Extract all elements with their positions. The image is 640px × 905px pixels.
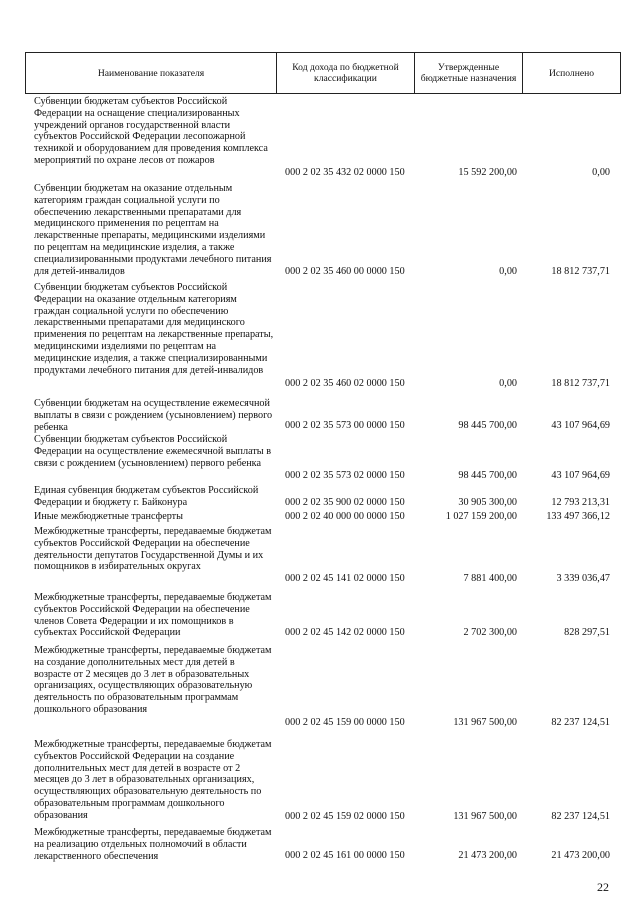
row-executed: 18 812 737,71 xyxy=(551,378,610,389)
row-code: 000 2 02 45 142 02 0000 150 xyxy=(285,627,405,638)
row-approved: 7 881 400,00 xyxy=(463,573,517,584)
row-code: 000 2 02 35 432 02 0000 150 xyxy=(285,167,405,178)
row-approved: 30 905 300,00 xyxy=(458,497,517,508)
row-code: 000 2 02 40 000 00 0000 150 xyxy=(285,511,405,522)
row-code: 000 2 02 45 159 02 0000 150 xyxy=(285,811,405,822)
row-name: Субвенции бюджетам на осуществление ежемесячной выплаты в связи с рождением (усыновлением) первого ребенка xyxy=(34,398,273,433)
header-name: Наименование показателя xyxy=(97,67,205,79)
row-name: Единая субвенция бюджетам субъектов Российской Федерации и бюджету г. Байконура xyxy=(34,485,259,508)
row-name: Иные межбюджетные трансферты xyxy=(34,511,183,522)
row-approved: 131 967 500,00 xyxy=(453,811,517,822)
row-name: Межбюджетные трансферты, передаваемые бюджетам субъектов Российской Федерации на обеспечение деятельности депутатов Государственной Думы и их помощников в избирательных округах xyxy=(34,526,272,573)
row-name: Межбюджетные трансферты, передаваемые бюджетам на создание дополнительных мест для детей в возрасте от 2 месяцев до 3 лет в образовательных организациях, осуществляющих образовательную деятельность по образовательным программам дошкольного образования xyxy=(34,645,272,715)
row-code: 000 2 02 35 573 02 0000 150 xyxy=(285,470,405,481)
row-executed: 3 339 036,47 xyxy=(556,573,610,584)
row-executed: 82 237 124,51 xyxy=(551,811,610,822)
row-code: 000 2 02 35 460 02 0000 150 xyxy=(285,378,405,389)
row-name: Субвенции бюджетам субъектов Российской Федерации на осуществление ежемесячной выплаты в связи с рождением (усыновлением) первого ребенка xyxy=(34,434,272,469)
row-approved: 2 702 300,00 xyxy=(463,627,517,638)
row-name: Субвенции бюджетам на оказание отдельным категориям граждан социальной услуги по обеспечению лекарственными препаратами для медицинского применения по рецептам на лекарственные препараты, медицинскими изделиями по рецептам на медицинские изделия, а также специализированными продуктами лечебного питания для детей-инвалидов xyxy=(34,183,272,277)
row-code: 000 2 02 35 900 02 0000 150 xyxy=(285,497,405,508)
row-executed: 828 297,51 xyxy=(564,627,610,638)
row-name: Субвенции бюджетам субъектов Российской Федерации на оказание отдельным категориям граждан социальной услуги по обеспечению лекарственными препаратами для медицинского применения по рецептам на лекарственные препараты, медицинскими изделиями по рецептам на медицинские изделия, а также специализированными продуктами лечебного питания для детей-инвалидов xyxy=(34,282,274,376)
row-approved: 98 445 700,00 xyxy=(458,470,517,481)
header-code: Код дохода по бюджетной классификации xyxy=(292,62,399,84)
row-approved: 0,00 xyxy=(499,266,517,277)
row-code: 000 2 02 45 141 02 0000 150 xyxy=(285,573,405,584)
row-approved: 15 592 200,00 xyxy=(458,167,517,178)
row-code: 000 2 02 45 161 00 0000 150 xyxy=(285,850,405,861)
row-name: Субвенции бюджетам субъектов Российской Федерации на оснащение специализированных учреждений органов государственной власти субъектов Российской Федерации лесопожарной техникой и оборудованием для проведения комплекса мероприятий по охране лесов от пожаров xyxy=(34,96,268,166)
row-name: Межбюджетные трансферты, передаваемые бюджетам на реализацию отдельных полномочий в области лекарственного обеспечения xyxy=(34,827,272,862)
row-approved: 131 967 500,00 xyxy=(453,717,517,728)
row-approved: 0,00 xyxy=(499,378,517,389)
row-executed: 12 793 213,31 xyxy=(551,497,610,508)
page-number: 22 xyxy=(597,880,609,894)
header-executed: Исполнено xyxy=(548,67,595,79)
row-name: Межбюджетные трансферты, передаваемые бюджетам субъектов Российской Федерации на обеспечение членов Совета Федерации и их помощников в субъектах Российской Федерации xyxy=(34,592,272,639)
row-executed: 133 497 366,12 xyxy=(546,511,610,522)
row-approved: 1 027 159 200,00 xyxy=(445,511,517,522)
row-executed: 0,00 xyxy=(592,167,610,178)
row-approved: 21 473 200,00 xyxy=(458,850,517,861)
row-executed: 18 812 737,71 xyxy=(551,266,610,277)
row-name: Межбюджетные трансферты, передаваемые бюджетам субъектов Российской Федерации на создание дополнительных мест для детей в возрасте от 2 месяцев до 3 лет в образовательных организациях, осуществляющих образовательную деятельность по образовательным программам дошкольного образования xyxy=(34,739,272,821)
header-approved: Утвержденные бюджетные назначения xyxy=(420,62,517,84)
row-executed: 82 237 124,51 xyxy=(551,717,610,728)
row-executed: 43 107 964,69 xyxy=(551,470,610,481)
row-executed: 21 473 200,00 xyxy=(551,850,610,861)
row-executed: 43 107 964,69 xyxy=(551,420,610,431)
row-code: 000 2 02 35 573 00 0000 150 xyxy=(285,420,405,431)
row-code: 000 2 02 35 460 00 0000 150 xyxy=(285,266,405,277)
row-approved: 98 445 700,00 xyxy=(458,420,517,431)
row-code: 000 2 02 45 159 00 0000 150 xyxy=(285,717,405,728)
